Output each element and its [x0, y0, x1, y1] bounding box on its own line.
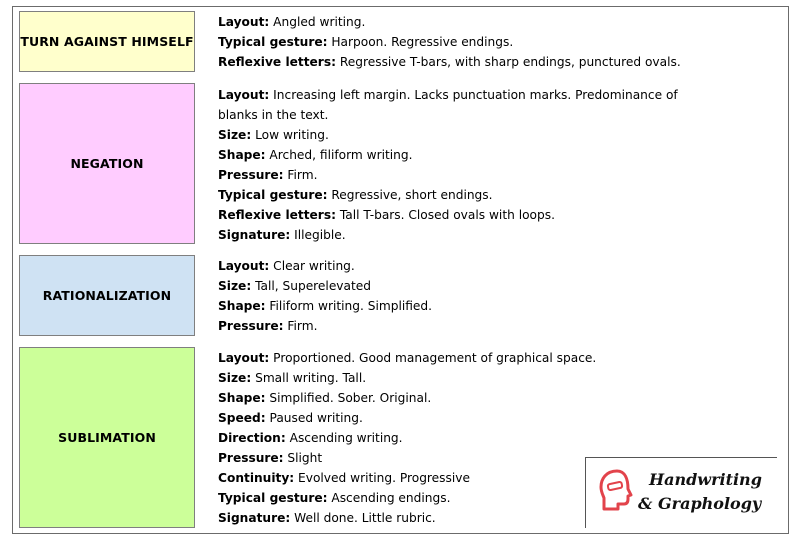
line-key: Typical gesture:	[218, 491, 328, 505]
description-line	[218, 12, 782, 32]
line-key: Size:	[218, 128, 252, 142]
description-line	[218, 428, 782, 448]
line-value: Increasing left margin. Lacks punctuation marks. Predominance of blanks in the text.	[218, 88, 678, 122]
line-key: Shape:	[218, 299, 266, 313]
row-label: RATIONALIZATION	[19, 255, 195, 336]
line-key: Signature:	[218, 228, 291, 242]
row-description	[218, 85, 782, 245]
line-value: Firm.	[283, 168, 318, 182]
line-value: Harpoon. Regressive endings.	[327, 35, 514, 49]
line-value: Simplified. Sober. Original.	[265, 391, 432, 405]
description-line	[218, 348, 782, 368]
description-line	[218, 32, 782, 52]
description-line	[218, 225, 782, 245]
line-key: Reflexive letters:	[218, 208, 336, 222]
line-value: Regressive T-bars, with sharp endings, punctured ovals.	[335, 55, 681, 69]
line-value: Low writing.	[251, 128, 329, 142]
line-value: Ascending writing.	[285, 431, 403, 445]
line-key: Pressure:	[218, 168, 284, 182]
line-value: Illegible.	[290, 228, 346, 242]
row-description	[218, 256, 782, 336]
line-key: Layout:	[218, 88, 270, 102]
line-key: Signature:	[218, 511, 291, 525]
line-key: Layout:	[218, 351, 270, 365]
head-with-pen-icon	[598, 468, 638, 518]
line-value: Evolved writing. Progressive	[294, 471, 470, 485]
line-value: Regressive, short endings.	[327, 188, 493, 202]
line-key: Layout:	[218, 15, 270, 29]
description-line	[218, 165, 782, 185]
row-label: SUBLIMATION	[19, 347, 195, 528]
description-line	[218, 205, 782, 225]
line-key: Shape:	[218, 391, 266, 405]
pen-shape	[608, 482, 623, 491]
line-key: Reflexive letters:	[218, 55, 336, 69]
line-value: Tall, Superelevated	[251, 279, 372, 293]
line-key: Pressure:	[218, 451, 284, 465]
row-description	[218, 12, 782, 72]
line-value: Proportioned. Good management of graphical space.	[269, 351, 597, 365]
line-value: Arched, filiform writing.	[265, 148, 413, 162]
line-value: Paused writing.	[265, 411, 363, 425]
description-line	[218, 145, 782, 165]
description-line	[218, 256, 782, 276]
description-line	[218, 185, 782, 205]
line-key: Layout:	[218, 259, 270, 273]
description-line	[218, 408, 782, 428]
description-line	[218, 368, 782, 388]
line-key: Continuity:	[218, 471, 295, 485]
description-line	[218, 125, 782, 145]
logo-line-2: & Graphology	[638, 494, 762, 513]
line-value: Angled writing.	[269, 15, 366, 29]
description-line	[218, 296, 782, 316]
line-key: Pressure:	[218, 319, 284, 333]
description-line	[218, 388, 782, 408]
line-key: Speed:	[218, 411, 266, 425]
line-value: Slight	[283, 451, 323, 465]
description-line	[218, 52, 782, 72]
description-line	[218, 276, 782, 296]
line-value: Well done. Little rubric.	[290, 511, 436, 525]
row-label: NEGATION	[19, 83, 195, 244]
line-value: Clear writing.	[269, 259, 355, 273]
row-label: TURN AGAINST HIMSELF	[19, 11, 195, 72]
line-value: Tall T-bars. Closed ovals with loops.	[335, 208, 555, 222]
line-key: Size:	[218, 279, 252, 293]
head-outline-shape	[601, 471, 631, 509]
logo-line-1: Handwriting	[649, 470, 762, 489]
handwriting-graphology-logo	[585, 457, 777, 528]
line-key: Shape:	[218, 148, 266, 162]
line-value: Firm.	[283, 319, 318, 333]
line-key: Direction:	[218, 431, 286, 445]
line-key: Size:	[218, 371, 252, 385]
line-value: Ascending endings.	[327, 491, 451, 505]
description-line	[218, 316, 782, 336]
line-value: Small writing. Tall.	[251, 371, 367, 385]
description-line	[218, 85, 698, 125]
line-key: Typical gesture:	[218, 188, 328, 202]
line-value: Filiform writing. Simplified.	[265, 299, 433, 313]
line-key: Typical gesture:	[218, 35, 328, 49]
defense-mechanisms-table	[12, 6, 789, 534]
